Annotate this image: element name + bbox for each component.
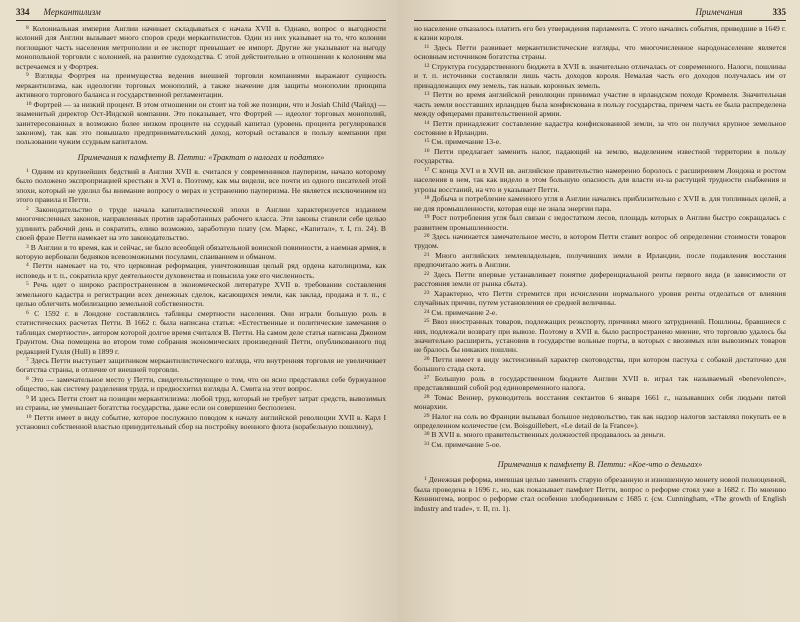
footnote-text: С конца XVI и в XVII вв. английское правительство намеренно боролось с расширением Лондона и ростом населения в нем, так как видело в этом большую опасность для власти из-за растущей трудности снабжения и угрозы восстаний, на что и указывает Петти. xyxy=(414,165,786,194)
left-notes-bottom xyxy=(16,167,386,432)
footnote xyxy=(16,261,386,280)
footnote xyxy=(414,194,786,213)
footnote-number: 18 xyxy=(424,195,430,202)
footnote-number: 13 xyxy=(424,91,430,98)
footnote-number: 23 xyxy=(424,289,430,296)
left-page xyxy=(0,0,398,622)
footnote-text: С 1592 г. в Лондоне составлялись таблицы смертности населения. Они играли большую роль в статистических расчетах Петти. В 1662 г. была написана статья: «Естественные и политические замечания о таблицах смертности», автором которой долгое время считался В. Петти. На самом деле статья написана Джоном Граунтом. Она помещена во втором томе собрания экономических произведений Петти, опубликованного под редакцией Гулля (Hull) в 1899 г. xyxy=(16,308,386,356)
footnote-text: Большую роль в государственном бюджете Англии XVII в. играл так называемый «benevolence», представлявший собой род единовременного налога. xyxy=(414,373,787,393)
footnote-text: Речь идет о широко распространенном в экономической литературе XVII в. требовании составления земельного кадастра и регистрации всех денежных сделок, касающихся земли, как заклад, продажа и т. п., с целью облегчить мобилизацию земельной собственности. xyxy=(16,280,386,309)
footnote-number: 1 xyxy=(424,476,427,483)
footnote xyxy=(414,119,786,138)
footnote xyxy=(16,309,386,356)
footnote xyxy=(16,71,386,99)
footnote xyxy=(414,166,786,194)
footnote xyxy=(16,100,386,147)
footnote-number: 14 xyxy=(424,119,430,126)
footnote xyxy=(16,167,386,205)
footnote-text: Здесь Петти развивает меркантилистические взгляды, что многочисленное народонаселение является основным источником богатства страны. xyxy=(414,42,786,62)
footnote-text: Взгляды Фортрея на преимущества ведения внешней торговли компаниями выражают сущность меркантилизма, как идеологии торговых монополий, а также значение для защиты монополии принципа активного торгового баланса и государственной регламентации. xyxy=(16,71,387,100)
footnote-text: Колониальная империя Англии начинает складываться с начала XVII в. Однако, вопрос о выгодности колоний для Англии вызывает много споров среди меркантилистов. Один из них указывает на то, что колонии поглощают часть населения метрополии и ее экспорт превышает ее импорт. Другие же указывают на выгоду монопольной торговли с колонией, на развитие судоходства. С этой действительно в отношении к колониям мы встречаемся и у Фортрея. xyxy=(16,24,386,71)
footnote-text: Законодательство о труде начала капиталистической эпохи в Англии характеризуется изданием многочисленных законов, направленных против заработанных рабочего класса. Эти законы ставили себе целью удлинить рабочий день и сократить, елико возможно, заработную плату (см. Маркс, «Капитал», т. I, гл. 24). В своей фразе Петти намекает на это законодательство. xyxy=(16,204,386,243)
footnote-text: Петти принадлежит составление кадастра конфискованной земли, за что он получил крупное земельное состояние в Ирландии. xyxy=(414,118,786,137)
footnote-text: Здесь начинается замечательное место, в котором Петти ставит вопрос об определении стоимости товаров трудом. xyxy=(414,231,786,251)
section-title: Примечания к памфлету В. Петти: «Кое-что о деньгах» xyxy=(497,460,703,470)
footnote-number: 3 xyxy=(26,243,29,250)
footnote-text: Петти имеет в виду экстенсивный характер скотоводства, при котором пастуха с собакой достаточно для большого стада скота. xyxy=(414,354,786,374)
footnote xyxy=(414,137,786,146)
footnote-text: Петти предлагает заменить налог, падающий на землю, выделением известной территории в пользу государства. xyxy=(414,146,786,166)
footnote-number: 22 xyxy=(424,270,430,277)
footnote xyxy=(414,232,786,251)
footnote-number: 9 xyxy=(26,72,29,79)
footnote-text: Петти намекает на то, что церковная реформация, уничтожившая целый ряд ордена католицизма, как исповедь и т. п., сократила круг деятельности духовенства и повысила уже его численность. xyxy=(16,261,387,280)
footnote-text: Здесь Петти выступает защитником меркантилистического взгляда, что внутренняя торговля не увеличивает богатства страны, в отличие от внешней торговли. xyxy=(16,355,386,375)
footnote xyxy=(414,412,786,431)
footnote-text: Здесь Петти впервые устанавливает понятие диференциальной ренты первого вида (в зависимости от расстояния земли от рынка сбыта). xyxy=(414,269,786,289)
section-title: Примечания к памфлету В. Петти: «Трактат о налогах и податях» xyxy=(77,152,325,162)
footnote-text: Налог на соль во Франции вызывал большое недовольство, так как надзор налогов заставлял покупать ее в определенном количестве (см. Boisguillebert, «Le detail de la France»). xyxy=(414,411,786,431)
footnote xyxy=(414,308,786,317)
footnote-number: 27 xyxy=(424,374,430,381)
footnote-number: 1 xyxy=(26,167,29,174)
footnote-number: 17 xyxy=(424,166,430,173)
footnote-text: Характерно, что Петти стремится при исчислении нормального уровня ренты отделаться от влияния случайных причин, путем установления ее средней величины. xyxy=(414,288,786,308)
note-continuation: но население отказалось платить его без утверждения парламента. С этого начались события, приведшие в 1649 г. к казни короля. xyxy=(414,24,786,43)
footnote xyxy=(414,270,786,289)
footnote-text: Структура государственного бюджета в XVII в. значительно отличалась от современного. Налоги, пошлины и т. п. источники составляли лишь часть доходов короля. Немалая часть его доходов получалась им от принадлежащих ему земель, так назыв. коронных земель. xyxy=(414,61,786,90)
footnote-number: 8 xyxy=(26,25,29,31)
footnote-text: См. примечание 13-е. xyxy=(431,137,501,147)
footnote-number: 31 xyxy=(424,440,430,447)
footnote-number: 8 xyxy=(26,375,29,382)
footnote-number: 25 xyxy=(424,318,430,325)
footnote-text: Денежная реформа, имевшая целью заменить старую обрезанную и изношенную монету новой полноценной, была проведена в 1696 г., но, как показывает памфлет Петти, вопрос о реформе стоял уже в 1682 г. По мнению Кеннингема, вопрос о реформе стал особенно злободневным с 1685 г. (см. Cunningham, «The growth of English industry and trade», т. II, гл. 1). xyxy=(414,475,786,513)
footnote-text: В XVII в. много правительственных должностей продавалось за деньги. xyxy=(431,430,666,440)
footnote-number: 28 xyxy=(424,393,430,400)
footnote-number: 12 xyxy=(424,62,430,69)
footnote-number: 15 xyxy=(424,138,430,145)
footnote-number: 16 xyxy=(424,147,430,154)
footnote-text: Одним из крупнейших бедствий в Англии XVII в. считался у современников пауперизм, начало которому было положено экспроприацией крестьян в XVI в. Поэтому, как мы видели, все почти из одного писателей этой эпохи, который не уделил бы внимание вопросу о мерах и устранению пауперизма. Не является исключением из этого правила и Петти. xyxy=(16,166,386,205)
footnote-text: В Англии в то время, как и сейчас, не было всеобщей обязательной воинской повинности, а наемная армия, в которую вербовали бедняков всевозможными посулами, спаиванием и обманом. xyxy=(16,242,386,261)
footnote-number: 24 xyxy=(424,308,430,315)
right-page-header xyxy=(414,6,786,21)
footnote xyxy=(16,375,386,394)
footnote-text: И здесь Петти стоит на позиции меркантилизма: любой труд, который не требует затрат средств, вывозимых из страны, не уменьшает богатства государства, даже если он совершенно бесполезен. xyxy=(16,393,387,413)
footnote xyxy=(414,147,786,166)
footnote-number: 6 xyxy=(26,309,29,316)
right-page xyxy=(398,0,800,622)
footnote-number: 30 xyxy=(424,431,430,438)
running-head: Меркантилизм xyxy=(43,7,101,17)
footnote xyxy=(414,90,786,118)
footnote xyxy=(16,280,386,308)
footnote xyxy=(16,394,386,413)
footnote xyxy=(414,430,786,439)
footnote-text: См. примечание 5-ое. xyxy=(431,439,502,449)
left-page-header xyxy=(16,6,386,21)
footnote-text: Томас Веннер, руководитель восстания сектантов 6 января 1661 г., называвших себя людьми пятой монархии. xyxy=(414,392,786,412)
footnote-text: Фортрей — за низкий процент. В этом отношении он стоит на той же позиции, что и Josiah Child (Чайлд) — знаменитый директор Ост-Индской компании. Это показывает, что Фортрей — идеолог торговых монополий, заинтересованных в возможно более низком проценте на ссудный капитал (уровень процента регулировался законом), так как это повышало предпринимательский доход, который оставался в пользу компании при пользовании чужим ссудным капиталом. xyxy=(16,99,386,147)
footnote-number: 4 xyxy=(26,262,29,269)
page-number: 334 xyxy=(16,7,30,17)
footnote xyxy=(414,475,786,513)
left-notes-top xyxy=(16,24,386,147)
footnote xyxy=(414,374,786,393)
footnote xyxy=(414,62,786,90)
page-number: 335 xyxy=(772,7,786,17)
footnote xyxy=(414,251,786,270)
footnote-text: Петти имеет в виду событие, которое послужило поводом к началу английской революции XVII в. Карл I установил собственной властью принудительный сбор на постройку военного флота (корабельную пошлину), xyxy=(16,412,386,432)
footnote-text: Добыча и потребление каменного угля в Англии начались приблизительно с XVII в. для топливных целей, а не для промышленности, которая еще не знала энергии пара. xyxy=(414,194,786,213)
right-notes-bottom xyxy=(414,475,786,513)
footnote-number: 29 xyxy=(424,412,430,419)
footnote-text: Рост потребления угля был связан с недостатком лесов, площадь которых в Англии быстро сокращалась с развитием промышленности. xyxy=(414,213,786,232)
footnote-text: Это — замечательное место у Петти, свидетельствующее о том, что он ясно представлял себе буржуазное общество, как систему разделения труда, и предвосхитил взгляды А. Смита на этот вопрос. xyxy=(16,374,386,394)
footnote xyxy=(16,356,386,375)
footnote xyxy=(414,43,786,62)
footnote-number: 5 xyxy=(26,281,29,288)
footnote-text: Петти во время английской революции принимал участие в ирландском походе Кромвеля. Значительная часть земли восставших ирландцев была конфискована в пользу государства, причем часть ее была распределена между офицерами правительственной армии. xyxy=(414,90,786,119)
footnote-number: 9 xyxy=(26,394,29,401)
footnote xyxy=(414,213,786,232)
running-head: Примечания xyxy=(695,7,743,17)
right-notes-top xyxy=(414,43,786,449)
footnote-number: 10 xyxy=(26,413,32,420)
footnote xyxy=(16,205,386,243)
footnote-text: См. примечание 2-е. xyxy=(431,307,498,317)
footnote xyxy=(414,393,786,412)
footnote xyxy=(414,289,786,308)
footnote-number: 19 xyxy=(424,214,430,221)
footnote-number: 2 xyxy=(26,205,29,212)
footnote-number: 20 xyxy=(424,232,430,239)
footnote-number: 11 xyxy=(424,43,430,50)
footnote-number: 26 xyxy=(424,355,430,362)
footnote xyxy=(414,440,786,449)
footnote-number: 21 xyxy=(424,251,430,258)
footnote-text: Много английских землевладельцев, получивших земли в Ирландии, после подавления восстания предпочитало жить в Англии. xyxy=(414,250,787,270)
footnote xyxy=(414,317,786,355)
footnote-number: 7 xyxy=(26,356,29,363)
footnote-text: Ввоз иностранных товаров, подлежащих реэкспорту, причинял много затруднений. Пошлины, бравшиеся с них, подлежали возврату при вывозе. Поэтому в XVII в. было распространено мнение, что торговлю удалось бы значительно расширить, установив в государстве вольные порты, в которых с ввозимых или вывозимых товаров не бралось бы никаких пошлин. xyxy=(414,317,786,355)
footnote xyxy=(16,243,386,262)
footnote xyxy=(16,413,386,432)
footnote xyxy=(16,24,386,71)
footnote-number: 10 xyxy=(26,100,32,107)
footnote xyxy=(414,355,786,374)
